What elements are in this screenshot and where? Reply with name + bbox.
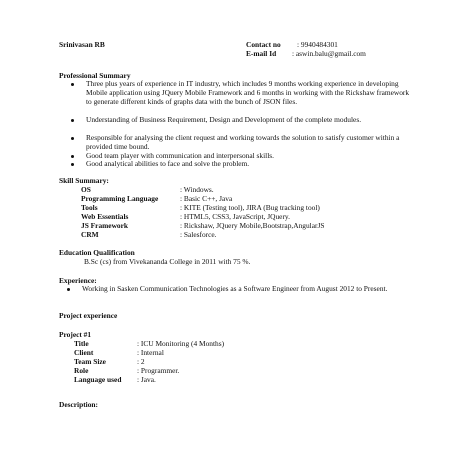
bullet-icon: [71, 163, 74, 166]
project-field-label: Title: [74, 339, 89, 348]
skills-title: Skill Summary:: [59, 176, 109, 185]
project-field-value: : ICU Monitoring (4 Months): [137, 339, 225, 348]
skill-label: Tools: [81, 203, 98, 212]
education-text: B.Sc (cs) from Vivekananda College in 2011 with 75 %.: [84, 257, 251, 266]
skill-value: : Rickshaw, JQuery Mobile,Bootstrap,AngularJS: [180, 221, 325, 230]
project-field-value: : Programmer.: [137, 366, 180, 375]
project-field-value: : Java.: [137, 375, 156, 384]
project-field-label: Client: [74, 348, 94, 357]
summary-bullet-3: Responsible for analysing the client request and working towards the solution to satisfy customer within a provided time bound.: [86, 133, 400, 151]
bullet-icon: [71, 119, 74, 122]
email-value: : aswin.balu@gmail.com: [292, 49, 366, 58]
project-field-label: Role: [74, 366, 89, 375]
contact-label: Contact no: [246, 40, 281, 49]
email-label: E-mail Id: [246, 49, 277, 58]
bullet-icon: [71, 83, 74, 86]
summary-bullet-4: Good team player with communication and interpersonal skills.: [86, 151, 275, 160]
project-experience-title: Project experience: [59, 311, 118, 320]
description-title: Description:: [59, 400, 98, 409]
bullet-icon: [71, 155, 74, 158]
skill-label: OS: [81, 185, 91, 194]
project-field-value: : Internal: [137, 348, 164, 357]
candidate-name: Srinivasan RB: [59, 40, 105, 49]
skill-label: CRM: [81, 230, 99, 239]
skill-value: : KITE (Testing tool), JIRA (Bug tracking tool): [180, 203, 320, 212]
project-field-value: : 2: [137, 357, 145, 366]
project-title: Project #1: [59, 330, 92, 339]
summary-title: Professional Summary: [59, 71, 131, 80]
skill-value: : Salesforce.: [180, 230, 217, 239]
summary-bullet-2: Understanding of Business Requirement, Design and Development of the complete modules.: [86, 115, 362, 124]
skill-label: Web Essentials: [81, 212, 129, 221]
skill-value: : Windows.: [180, 185, 214, 194]
education-title: Education Qualification: [59, 248, 135, 257]
experience-title: Experience:: [59, 276, 97, 285]
skill-value: : HTML5, CSS3, JavaScript, JQuery.: [180, 212, 290, 221]
skill-label: Programming Language: [81, 194, 159, 203]
project-field-label: Language used: [74, 375, 122, 384]
contact-value: : 9940484301: [297, 40, 338, 49]
bullet-icon: [71, 137, 74, 140]
summary-bullet-1: Three plus years of experience in IT industry, which includes 9 months working experience in developing Mobile application using JQuery Mobile Framework and 6 months in working with the Rickshaw framework to generate different kinds of graphs data with the bunch of JSON files.: [86, 79, 410, 106]
experience-bullet-1: Working in Sasken Communication Technologies as a Software Engineer from August 2012 to Present.: [82, 284, 388, 293]
skill-label: JS Framework: [81, 221, 129, 230]
skill-value: : Basic C++, Java: [180, 194, 233, 203]
project-field-label: Team Size: [74, 357, 106, 366]
bullet-icon: [67, 288, 70, 291]
summary-bullet-5: Good analytical abilities to face and solve the problem.: [86, 159, 250, 168]
